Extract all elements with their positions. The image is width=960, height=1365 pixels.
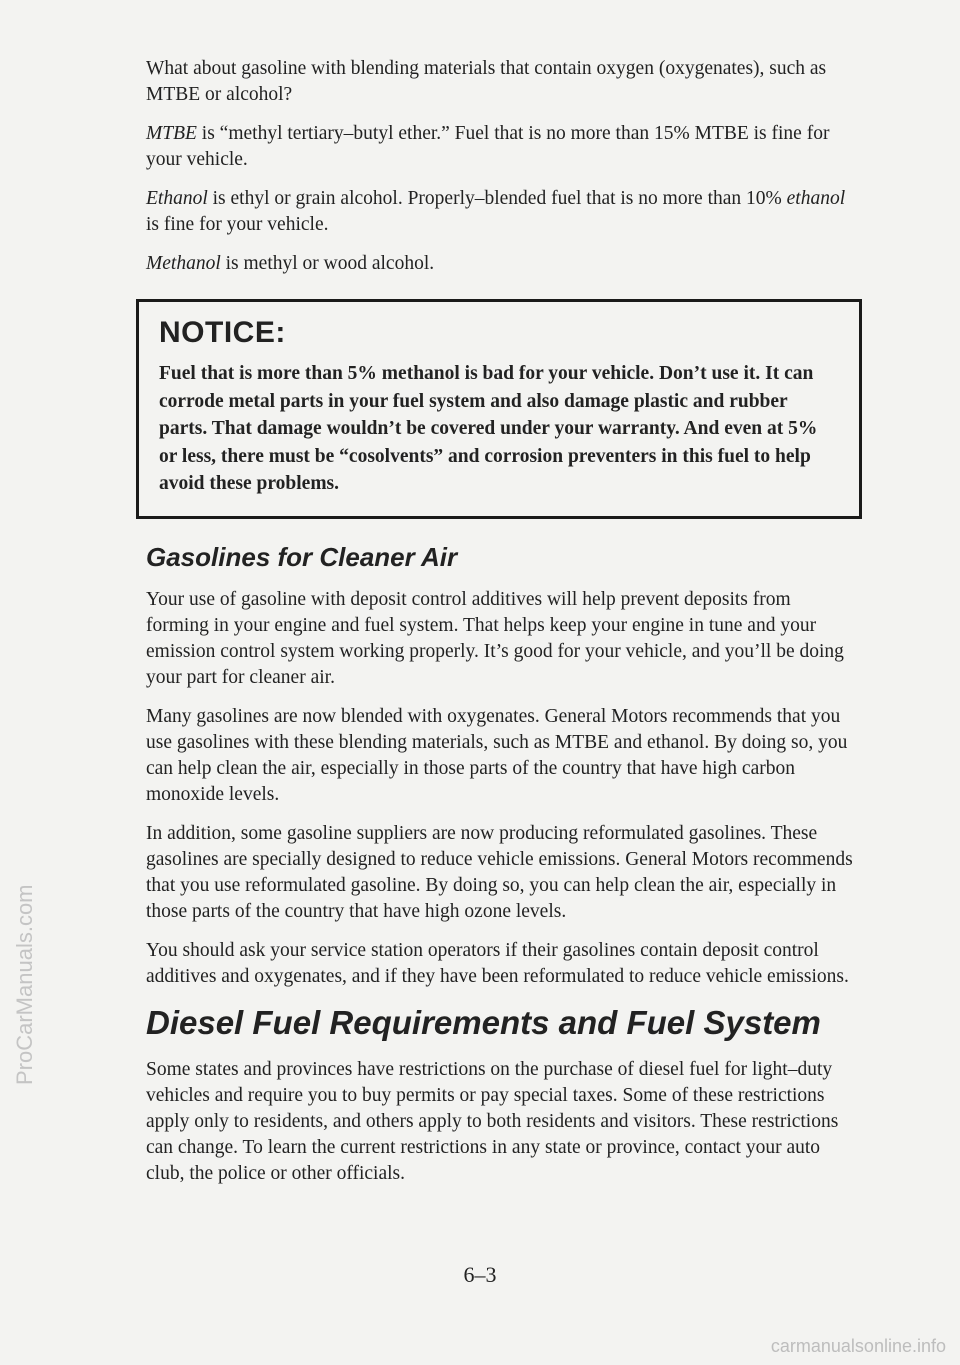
mtbe-term: MTBE	[146, 123, 197, 144]
cleaner-air-paragraph: Many gasolines are now blended with oxygenates. General Motors recommends that you use gasolines with these blending materials, such as MTBE and ethanol. By doing so, you can help clean the air, especially in those parts of the country that have high carbon monoxide levels.	[146, 705, 848, 805]
cleaner-air-paragraph: In addition, some gasoline suppliers are now producing reformulated gasolines. These gasolines are specially designed to reduce vehicle emissions. General Motors recommends that you use reformulated gasoline. By doing so, you can help clean the air, especially in those parts of the country that have high ozone levels.	[146, 822, 853, 922]
diesel-paragraph: Some states and provinces have restrictions on the purchase of diesel fuel for light–duty vehicles and require you to buy permits or pay special taxes. Some of these restrictions apply only to residents, and others apply to both residents and visitors. These restrictions can change. To learn the current restrictions in any state or province, contact your auto club, the police or other officials.	[146, 1058, 839, 1184]
notice-title: NOTICE:	[159, 316, 286, 349]
cleaner-air-paragraph: You should ask your service station operators if their gasolines contain deposit control additives and oxygenates, and if they have been reformulated to reduce vehicle emissions.	[146, 939, 849, 987]
intro-question: What about gasoline with blending materials that contain oxygen (oxygenates), such as MTBE or alcohol?	[146, 58, 827, 105]
notice-text: Fuel that is more than 5% methanol is bad for your vehicle. Don’t use it. It can corrode metal parts in your fuel system and also damage plastic and rubber parts. That damage wouldn’t be covered under your warranty. And even at 5% or less, there must be “cosolvents” and corrosion preventers in this fuel to help avoid these problems.	[159, 363, 818, 494]
methanol-text: is methyl or wood alcohol.	[220, 253, 435, 274]
ethanol-text-1: is ethyl or grain alcohol. Properly–blended fuel that is no more than 10%	[207, 188, 787, 209]
methanol-term: Methanol	[146, 253, 221, 274]
ethanol-definition	[146, 186, 858, 238]
methanol-definition	[146, 251, 858, 277]
cleaner-air-heading: Gasolines for Cleaner Air	[146, 541, 458, 572]
watermark-bottom: carmanualsonline.info	[770, 1336, 946, 1356]
cleaner-air-paragraph: Your use of gasoline with deposit control additives will help prevent deposits from forming in your engine and fuel system. That helps keep your engine in tune and your emission control system working properly. It’s good for your vehicle, and you’ll be doing your part for cleaner air.	[146, 588, 844, 688]
mtbe-definition	[146, 121, 858, 173]
diesel-heading: Diesel Fuel Requirements and Fuel System	[146, 1003, 821, 1041]
page-content	[146, 56, 858, 1200]
ethanol-text-2: is fine for your vehicle.	[146, 214, 329, 235]
page-number: 6–3	[463, 1262, 497, 1287]
notice-box	[136, 299, 862, 519]
mtbe-text: is “methyl tertiary–butyl ether.” Fuel that is no more than 15% MTBE is fine for your vehicle.	[146, 123, 830, 170]
watermark-left: ProCarManuals.com	[12, 884, 37, 1085]
ethanol-term: Ethanol	[146, 188, 208, 209]
ethanol-term-2: ethanol	[786, 188, 846, 209]
